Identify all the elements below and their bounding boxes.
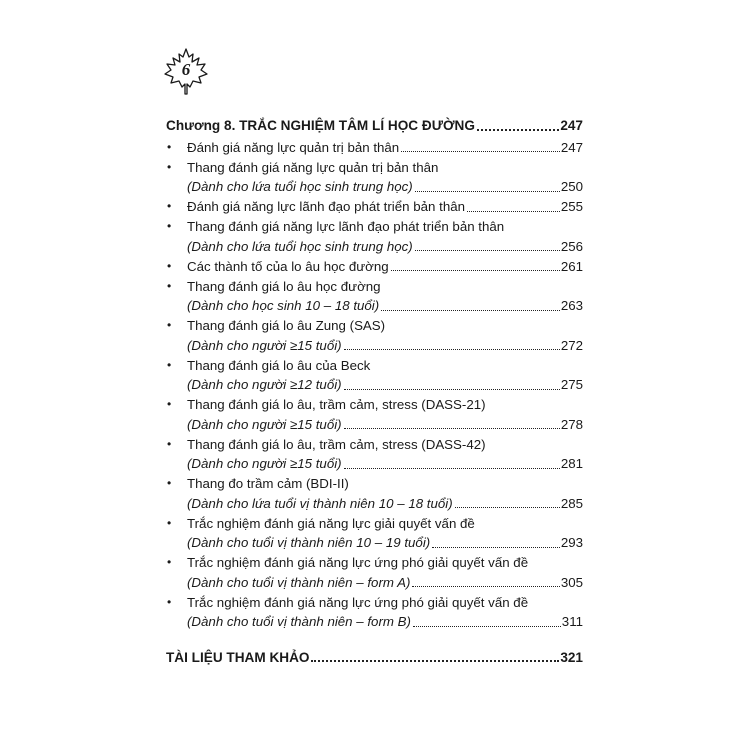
toc-entry-title: Thang đo trầm cảm (BDI-II)	[187, 476, 349, 491]
references-page: 321	[560, 649, 583, 665]
dot-leader	[391, 270, 560, 271]
bullet-icon: •	[167, 436, 172, 451]
toc-entry[interactable]	[166, 138, 583, 158]
toc-entry-subtitle: (Dành cho lứa tuổi học sinh trung học)	[187, 179, 413, 194]
toc-entries	[166, 138, 583, 632]
toc-entry-subtitle: (Dành cho lứa tuổi học sinh trung học)	[187, 238, 413, 254]
dot-leader	[415, 250, 560, 251]
references-heading[interactable]	[166, 648, 583, 668]
toc-entry[interactable]	[166, 277, 583, 316]
toc-entry-page: 250	[560, 179, 583, 194]
dot-leader	[432, 547, 560, 548]
toc-entry[interactable]	[166, 435, 583, 474]
dot-leader	[455, 507, 560, 508]
toc-entry-title: Trắc nghiệm đánh giá năng lực ứng phó giải quyết vấn đề	[187, 555, 529, 570]
bullet-icon: •	[167, 139, 172, 154]
bullet-icon: •	[167, 555, 172, 569]
chapter-page: 247	[560, 118, 583, 133]
toc-entry-title: Thang đánh giá lo âu Zung (SAS)	[187, 318, 386, 333]
dot-leader	[401, 151, 560, 152]
page-number: 6	[181, 60, 191, 79]
toc-entry-subtitle: (Dành cho lứa tuổi vị thành niên 10 – 18 tuổi)	[187, 495, 453, 511]
toc-entry[interactable]	[166, 474, 583, 513]
dot-leader	[344, 428, 560, 429]
page-number-badge	[160, 46, 212, 98]
toc-entry-subtitle: (Dành cho tuổi vị thành niên 10 – 19 tuổi)	[187, 535, 431, 550]
toc-entry[interactable]	[166, 158, 583, 197]
toc-entry-page: 305	[560, 574, 583, 590]
bullet-icon: •	[167, 594, 172, 609]
dot-leader	[381, 310, 560, 311]
toc-entry-title: Trắc nghiệm đánh giá năng lực giải quyết vấn đề	[187, 515, 475, 531]
toc-entry[interactable]	[166, 395, 583, 434]
dot-leader	[413, 626, 561, 627]
toc-entry-title: Thang đánh giá lo âu học đường	[187, 278, 381, 294]
dot-leader	[344, 349, 560, 350]
toc-entry-subtitle: (Dành cho tuổi vị thành niên – form B)	[187, 614, 411, 629]
dot-leader	[467, 211, 560, 212]
dot-leader	[412, 586, 559, 587]
bullet-icon: •	[167, 258, 172, 273]
toc-entry-title: Thang đánh giá năng lực lãnh đạo phát triển bản thân	[187, 219, 505, 234]
table-of-contents	[166, 116, 583, 667]
toc-entry-subtitle: (Dành cho người ≥12 tuổi)	[187, 377, 342, 392]
toc-entry-title: Đánh giá năng lực quản trị bản thân	[187, 139, 400, 155]
dot-leader	[344, 389, 560, 390]
bullet-icon: •	[167, 278, 172, 293]
bullet-icon: •	[167, 159, 172, 174]
bullet-icon: •	[167, 357, 172, 372]
toc-entry-page: 263	[560, 298, 583, 313]
bullet-icon: •	[167, 199, 172, 213]
dot-leader	[477, 129, 559, 131]
references-title: TÀI LIỆU THAM KHẢO	[166, 649, 310, 665]
toc-entry-page: 278	[560, 416, 583, 432]
toc-entry-page: 285	[560, 495, 583, 511]
toc-entry[interactable]	[166, 257, 583, 277]
toc-entry-page: 293	[560, 535, 583, 550]
bullet-icon: •	[167, 397, 172, 411]
toc-entry-page: 256	[560, 238, 583, 254]
toc-entry-title: Thang đánh giá lo âu của Beck	[187, 357, 371, 373]
toc-entry[interactable]	[166, 356, 583, 395]
toc-entry-page: 281	[560, 456, 583, 471]
toc-entry-title: Trắc nghiệm đánh giá năng lực ứng phó giải quyết vấn đề	[187, 594, 529, 610]
toc-entry-page: 247	[560, 139, 583, 155]
toc-entry-subtitle: (Dành cho người ≥15 tuổi)	[187, 456, 342, 471]
toc-entry-subtitle: (Dành cho người ≥15 tuổi)	[187, 416, 342, 432]
toc-entry-title: Đánh giá năng lực lãnh đạo phát triển bản thân	[187, 199, 466, 214]
toc-entry[interactable]	[166, 593, 583, 632]
toc-entry-title: Thang đánh giá lo âu, trầm cảm, stress (DASS-21)	[187, 397, 486, 412]
toc-entry[interactable]	[166, 553, 583, 592]
bullet-icon: •	[167, 219, 172, 233]
dot-leader	[344, 468, 560, 469]
toc-entry-page: 261	[560, 258, 583, 274]
dot-leader	[415, 191, 560, 192]
toc-entry[interactable]	[166, 514, 583, 553]
toc-entry-page: 272	[560, 337, 583, 353]
toc-entry-subtitle: (Dành cho người ≥15 tuổi)	[187, 337, 342, 353]
toc-entry[interactable]	[166, 316, 583, 355]
bullet-icon: •	[167, 476, 172, 490]
toc-entry-subtitle: (Dành cho học sinh 10 – 18 tuổi)	[187, 298, 380, 313]
toc-entry-title: Thang đánh giá lo âu, trầm cảm, stress (DASS-42)	[187, 436, 486, 452]
toc-entry-page: 311	[561, 614, 583, 629]
toc-entry[interactable]	[166, 217, 583, 256]
toc-entry[interactable]	[166, 197, 583, 217]
bullet-icon: •	[167, 318, 172, 332]
toc-entry-page: 275	[560, 377, 583, 392]
toc-entry-title: Thang đánh giá năng lực quản trị bản thân	[187, 159, 439, 175]
bullet-icon: •	[167, 515, 172, 530]
toc-entry-page: 255	[560, 199, 583, 214]
chapter-heading[interactable]	[166, 116, 583, 136]
chapter-title: Chương 8. TRẮC NGHIỆM TÂM LÍ HỌC ĐƯỜNG	[166, 118, 475, 133]
toc-entry-title: Các thành tố của lo âu học đường	[187, 258, 389, 274]
toc-entry-subtitle: (Dành cho tuổi vị thành niên – form A)	[187, 574, 411, 590]
dot-leader	[311, 660, 559, 662]
